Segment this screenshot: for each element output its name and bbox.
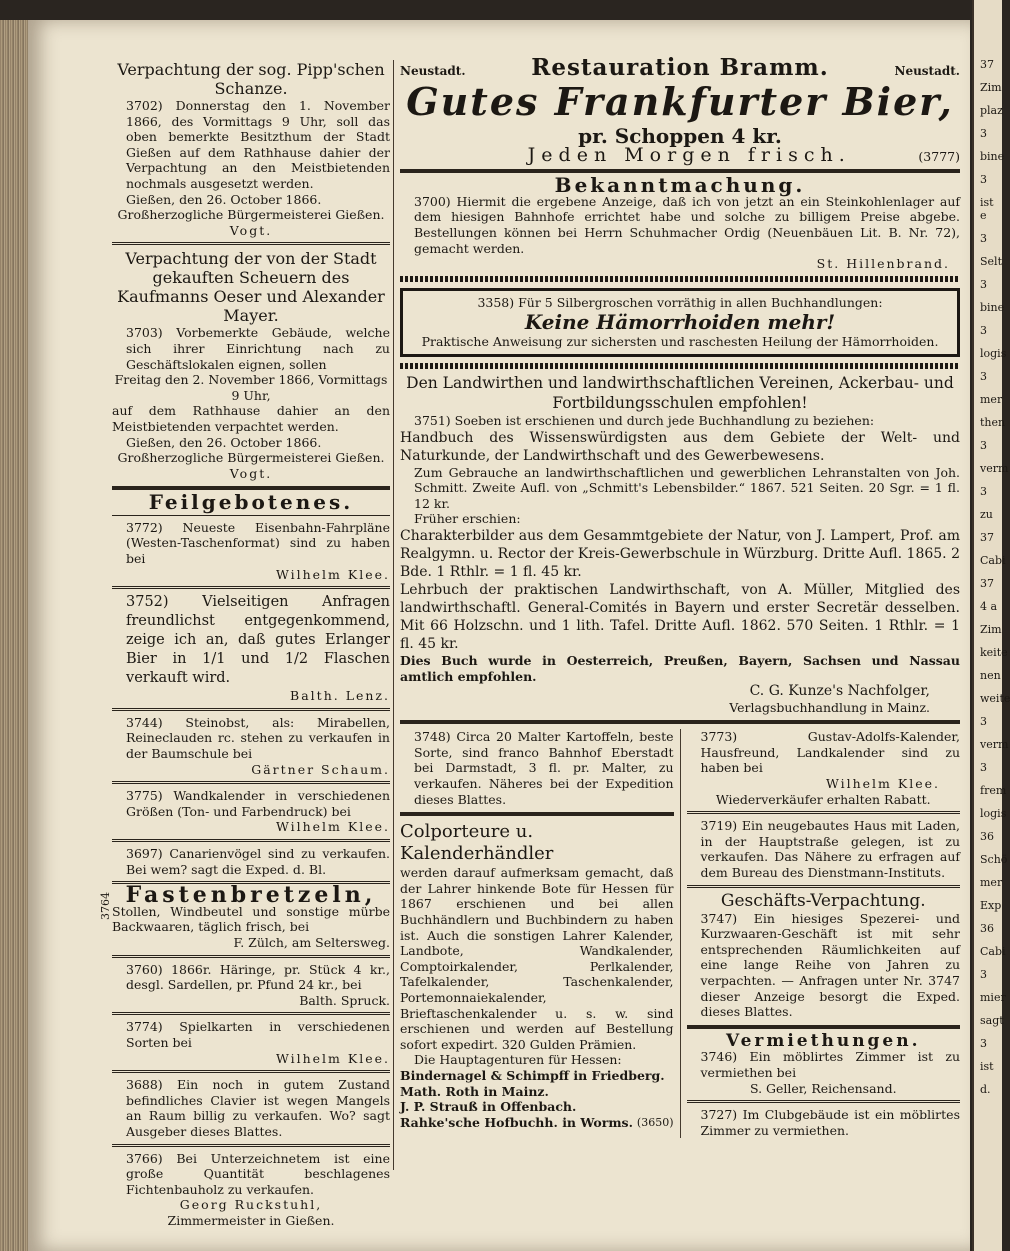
divider	[112, 586, 390, 589]
edge-fragment: 37	[980, 577, 994, 590]
edge-fragment: 36	[980, 830, 994, 843]
ad-agent: J. P. Strauß in Offenbach.	[400, 1099, 577, 1115]
divider	[400, 812, 674, 816]
ad-publisher: C. G. Kunze's Nachfolger,	[749, 683, 930, 700]
edge-fragment: 3	[980, 968, 987, 981]
edge-fragment: weite	[980, 692, 1010, 705]
book-spine-edge	[0, 20, 30, 1251]
edge-fragment: verm	[980, 738, 1009, 751]
ad-note: Wiederverkäufer erhalten Rabatt.	[715, 791, 931, 807]
edge-fragment: 3	[980, 370, 987, 383]
divider	[687, 811, 961, 814]
edge-fragment: 3	[980, 439, 987, 452]
edge-fragment: 37	[980, 58, 994, 71]
ad-vermiethungen	[687, 1030, 961, 1139]
ad-erlanger-bier	[112, 593, 390, 704]
divider	[112, 1144, 390, 1147]
ad-signature: Wilhelm Klee.	[825, 776, 940, 792]
ad-signature: Vogt.	[229, 465, 273, 481]
divider	[112, 1070, 390, 1073]
ad-body: 3688) Ein noch in gutem Zustand befindliches Clavier ist wegen Mangels an Raum billig zu verkaufen. Wo? sagt Ausgeber dieses Blattes.	[126, 1077, 390, 1139]
divider	[400, 363, 960, 369]
section-heading-feilgebotenes: Feilgebotenes.	[148, 490, 354, 515]
ad-body: 3744) Steinobst, als: Mirabellen, Reineclauden rc. stehen zu verkaufen in der Baumschule bei	[126, 714, 390, 762]
ad-recommendation: Dies Buch wurde in Oesterreich, Preußen, Bayern, Sachsen und Nassau amtlich empfohlen.	[400, 652, 960, 684]
ad-title: Colporteure u. Kalenderhändler	[400, 821, 554, 865]
edge-fragment: then	[980, 416, 1006, 429]
ad-body: 3773) Gustav-Adolfs-Kalender, Hausfreund, Landkalender sind zu haben bei	[700, 729, 960, 776]
ad-body: 3747) Ein hiesiges Spezerei- und Kurzwaaren-Geschäft ist mit sehr entsprechenden Räumlichkeiten auf eine lange Reihe von Jahren zu verpachten. — Anfragen unter Nr. 3747 dieser Anzeige besorgt die Exped. dieses Blattes.	[700, 910, 960, 1020]
ad-title: Verpachtung der sog. Pipp'schen Schanze.	[117, 60, 385, 98]
ad-body: Früher erschien:	[414, 511, 521, 527]
ad-restauration-bramm	[400, 54, 960, 166]
divider	[112, 781, 390, 784]
ad-geschaefts-verpachtung	[687, 892, 961, 1020]
right-subcolumn-right	[680, 729, 961, 1138]
ad-wandkalender	[112, 788, 390, 835]
ad-signature: Vogt.	[229, 222, 273, 238]
ad-spielkarten	[112, 1019, 390, 1066]
place-label: Neustadt.	[400, 64, 466, 78]
divider	[112, 242, 390, 245]
edge-fragment: mer	[980, 876, 1003, 889]
column-divider	[393, 60, 394, 1170]
edge-fragment: 3	[980, 485, 987, 498]
ad-agent: Math. Roth in Mainz.	[400, 1083, 549, 1099]
left-column	[99, 60, 390, 1228]
edge-fragment: logis	[980, 807, 1007, 820]
edge-fragment: Cabi	[980, 945, 1006, 958]
ad-signature: Balth. Spruck.	[299, 992, 390, 1008]
edge-fragment: Zim	[980, 623, 1002, 636]
ad-haemorrhoiden	[400, 288, 960, 357]
edge-fragment: Exp	[980, 899, 1002, 912]
ad-title: Verpachtung der von der Stadt gekauften Scheuern des Kaufmanns Oeser und Alexander Mayer.	[117, 249, 385, 326]
ad-title: Keine Hämorrhoiden mehr!	[524, 310, 836, 335]
ad-number: (3650)	[636, 1115, 674, 1129]
right-subcolumns	[400, 729, 960, 1138]
ad-fastenbretzeln	[99, 882, 390, 950]
ad-title: Bekanntmachung.	[554, 173, 806, 198]
ad-when: Freitag den 2. November 1866, Vormittags 9 Uhr,	[114, 372, 388, 403]
ad-headline: Gutes Frankfurter Bier,	[406, 78, 954, 124]
ad-slogan: Jeden Morgen frisch.	[527, 143, 851, 166]
ad-body: 3702) Donnerstag den 1. November 1866, des Vormittags 9 Uhr, soll das oben bemerkte Besitzthum der Stadt Gießen auf dem Rathhause dahier der Verpachtung an den Meistbietenden nochmals ausgesetzt werden.	[126, 98, 390, 191]
edge-fragment: Schö	[980, 853, 1008, 866]
ad-haeringe	[112, 962, 390, 1009]
ad-book-title: Handbuch des Wissenswürdigsten aus dem Gebiete der Welt- und Naturkunde, der Landwirthschaft und des Gewerbewesens.	[400, 429, 960, 464]
ad-body: 3752) Vielseitigen Anfragen freundlichst entgegenkommend, zeige ich an, daß gutes Erlanger Bier in 1/1 und 1/2 Flaschen verkauft wird.	[126, 594, 390, 687]
edge-fragment: verm	[980, 462, 1009, 475]
ad-body: 3727) Im Clubgebäude ist ein möblirtes Zimmer zu vermiethen.	[700, 1107, 960, 1138]
ad-date: Gießen, den 26. October 1866.	[126, 191, 322, 207]
ad-fahrplaene	[112, 520, 390, 582]
divider	[687, 1025, 961, 1029]
edge-fragment: 3	[980, 232, 987, 245]
right-subcolumn-left	[400, 729, 680, 1138]
ad-date: Gießen, den 26. October 1866.	[126, 434, 322, 450]
edge-fragment: frem	[980, 784, 1007, 797]
ad-signature: Wilhelm Klee.	[275, 566, 390, 582]
divider	[112, 515, 390, 516]
edge-fragment: 3	[980, 278, 987, 291]
ad-body: auf dem Rathhause dahier an den Meistbietenden verpachtet werden.	[112, 403, 390, 434]
ad-body: 3751) Soeben ist erschienen und durch jede Buchhandlung zu beziehen:	[414, 412, 875, 428]
ad-body: werden darauf aufmerksam gemacht, daß der Lahrer hinkende Bote für Hessen für 1867 erschienen und bei allen Buchhändlern und Buchbindern zu haben ist. Auch die sonstigen Lahrer Kalender, Landbote, Wandkalender, Comptoirkalender, Perlkalender, Tafelkalender, Taschenkalender, Portemonnaiekalender, Brieftaschenkalender u. s. w. sind erschienen und werden auf Bestellung sofort expedirt. 320 Gulden Prämien.	[400, 865, 674, 1052]
edge-fragment: Zim	[980, 81, 1002, 94]
ad-body: 3746) Ein möblirtes Zimmer ist zu vermiethen bei	[700, 1049, 960, 1080]
edge-fragment: 3	[980, 127, 987, 140]
ad-number: (3777)	[918, 148, 960, 164]
ad-canarien	[112, 846, 390, 877]
ad-role: Zimmermeister in Gießen.	[167, 1212, 335, 1228]
ad-book-item: Charakterbilder aus dem Gesammtgebiete der Natur, von J. Lampert, Prof. am Realgymn. u. Rector der Kreis-Gewerbschule in Würzburg. Dritte Aufl. 1865. 2 Bde. 1 Rthlr. = 1 fl. 45 kr.	[400, 527, 960, 580]
ad-signature: Georg Ruckstuhl,	[179, 1197, 323, 1213]
ad-clavier	[112, 1077, 390, 1139]
ad-steinobst	[112, 715, 390, 777]
edge-fragment: ist e	[980, 196, 994, 222]
edge-fragment: d.	[980, 1083, 991, 1096]
ad-title: Vermiethungen.	[725, 1030, 921, 1051]
edge-fragment: bine	[980, 301, 1005, 314]
ad-body: 3697) Canarienvögel sind zu verkaufen. Bei wem? sagt die Exped. d. Bl.	[126, 846, 390, 877]
ad-body: 3774) Spielkarten in verschiedenen Sorten bei	[126, 1019, 390, 1050]
edge-fragment: Cabi	[980, 554, 1006, 567]
ad-signature: Balth. Lenz.	[290, 688, 390, 704]
ad-signature: Wilhelm Klee.	[275, 819, 390, 835]
ad-pipp-schanze	[112, 60, 390, 238]
ad-gustav-adolfs-kalender	[687, 729, 961, 807]
edge-fragment: mier	[980, 991, 1006, 1004]
edge-fragment: logis	[980, 347, 1007, 360]
ad-price: pr. Schoppen 4 kr.	[578, 123, 782, 148]
ad-bekanntmachung	[400, 173, 960, 272]
edge-fragment: 3	[980, 715, 987, 728]
edge-fragment: plaz	[980, 104, 1003, 117]
place-label: Neustadt.	[894, 64, 960, 78]
ad-kartoffeln	[400, 729, 674, 807]
ad-title: Fastenbretzeln,	[125, 882, 377, 909]
ad-signature: F. Zülch, am Seltersweg.	[233, 934, 390, 950]
divider	[687, 1100, 961, 1103]
edge-fragment: nen	[980, 669, 1001, 682]
edge-fragment: ist	[980, 1060, 994, 1073]
divider	[400, 276, 960, 282]
edge-fragment: keite	[980, 646, 1008, 659]
ad-agent: Rahke'sche Hofbuchh. in Worms.	[400, 1114, 633, 1130]
edge-fragment: 3	[980, 324, 987, 337]
edge-fragment: zu	[980, 508, 993, 521]
ad-number: 3764	[99, 892, 112, 921]
edge-fragment: 3	[980, 173, 987, 186]
ad-body: 3766) Bei Unterzeichnetem ist eine große Quantität beschlagenes Fichtenbauholz zu verkaufen.	[126, 1150, 390, 1197]
ad-body: Praktische Anweisung zur sichersten und raschesten Heilung der Hämorrhoiden.	[421, 334, 939, 350]
ad-body: 3775) Wandkalender in verschiedenen Größen (Ton- und Farbendruck) bei	[126, 788, 390, 819]
ad-book-item: Lehrbuch der praktischen Landwirthschaft, von A. Müller, Mitglied des landwirthschaftl. General-Comités in Bayern und erster Secretär desselben. Mit 66 Holzschn. und 1 lith. Tafel. Dritte Aufl. 1862. 570 Seiten. 1 Rthlr. = 1 fl. 45 kr.	[400, 581, 960, 652]
divider	[687, 885, 961, 888]
edge-fragment: 36	[980, 922, 994, 935]
ad-signature: Wilhelm Klee.	[275, 1050, 390, 1066]
ad-signature: Gärtner Schaum.	[251, 761, 390, 777]
divider	[112, 839, 390, 842]
ad-body: 3760) 1866r. Häringe, pr. Stück 4 kr., desgl. Sardellen, pr. Pfund 24 kr., bei	[126, 961, 390, 993]
right-column	[400, 54, 960, 1138]
edge-fragment: 4 a	[980, 600, 998, 613]
ad-body: 3358) Für 5 Silbergroschen vorräthig in allen Buchhandlungen:	[477, 294, 883, 310]
ad-colporteure	[400, 821, 674, 1130]
ad-body: Zum Gebrauche an landwirthschaftlichen und gewerblichen Lehranstalten von Joh. Schmitt. Zweite Aufl. von „Schmitt's Lebensbilder.“ 1867. 521 Seiten. 20 Sgr. = 1 fl. 12 kr.	[414, 464, 960, 511]
edge-fragment: bine	[980, 150, 1005, 163]
edge-fragment: mer	[980, 393, 1003, 406]
ad-signature: S. Geller, Reichensand.	[749, 1080, 897, 1096]
ad-signature: St. Hillenbrand.	[816, 256, 950, 272]
adjacent-page-edge	[972, 0, 1010, 1251]
ad-body: 3719) Ein neugebautes Haus mit Laden, in der Hauptstraße gelegen, ist zu verkaufen. Das Nähere zu erfragen auf dem Bureau des Dienstmann-Instituts.	[700, 818, 960, 881]
divider	[112, 1012, 390, 1015]
edge-fragment: 37	[980, 531, 994, 544]
ad-body: 3772) Neueste Eisenbahn-Fahrpläne (Westen-Taschenformat) sind zu haben bei	[126, 519, 390, 567]
ad-title: Geschäfts-Verpachtung.	[720, 890, 926, 911]
ad-fichtenbauholz	[112, 1151, 390, 1229]
divider	[400, 720, 960, 724]
ad-publisher: Verlagsbuchhandlung in Mainz.	[729, 699, 930, 715]
ad-body: 3748) Circa 20 Malter Kartoffeln, beste Sorte, sind franco Bahnhof Eberstadt bei Darmstadt, 3 fl. pr. Malter, zu verkaufen. Näheres bei der Expedition dieses Blattes.	[414, 729, 674, 807]
ad-title: Den Landwirthen und landwirthschaftlichen Vereinen, Ackerbau- und Fortbildungsschulen empfohlen!	[406, 373, 954, 412]
divider	[112, 955, 390, 958]
ad-scheuern	[112, 249, 390, 481]
ad-body: Die Hauptagenturen für Hessen:	[414, 1052, 622, 1068]
ad-body: Stollen, Windbeutel und sonstige mürbe Backwaaren, täglich frisch, bei	[112, 903, 390, 935]
edge-fragment: sagt	[980, 1014, 1004, 1027]
ad-handbuch	[400, 373, 960, 715]
edge-fragment: 3	[980, 761, 987, 774]
ad-title: Restauration Bramm.	[531, 54, 829, 81]
edge-fragment: Selt	[980, 255, 1002, 268]
ad-agent: Bindernagel & Schimpff in Friedberg.	[400, 1067, 665, 1083]
ad-authority: Großherzogliche Bürgermeisterei Gießen.	[117, 207, 385, 223]
ad-body: 3700) Hiermit die ergebene Anzeige, daß ich von jetzt an ein Steinkohlenlager auf dem hiesigen Bahnhofe errichtet habe und solche zu billigem Preise abgebe. Bestellungen können bei Herrn Schuhmacher Ordig (Neuenbäuen Lit. B. Nr. 72), gemacht werden.	[414, 193, 960, 256]
edge-fragment: 3	[980, 1037, 987, 1050]
divider	[112, 708, 390, 711]
ad-authority: Großherzogliche Bürgermeisterei Gießen.	[117, 450, 385, 466]
ad-haus	[687, 818, 961, 880]
ad-body: 3703) Vorbemerkte Gebäude, welche sich ihrer Einrichtung nach zu Geschäftslokalen eignen, sollen	[126, 325, 390, 372]
